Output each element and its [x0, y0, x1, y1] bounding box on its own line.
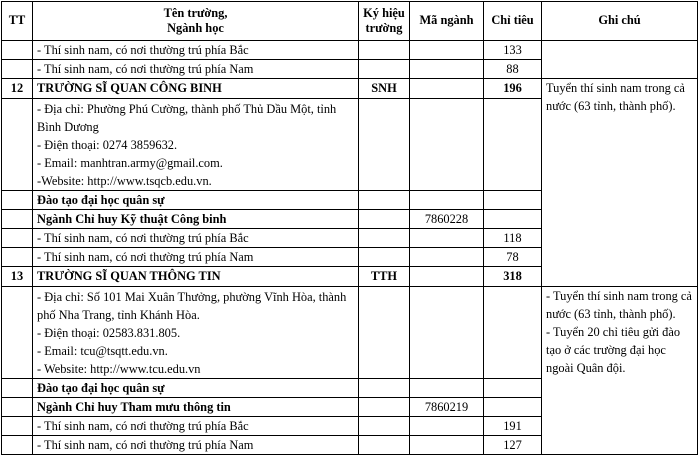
school-note: Tuyển thí sinh nam trong cả nước (63 tỉnh, thành phố).: [542, 79, 698, 287]
school-code: TTH: [359, 267, 410, 287]
col-header-notes: Ghi chú: [542, 2, 698, 41]
row-quota: 191: [484, 417, 542, 436]
school-contact: [33, 287, 359, 379]
school-email: - Email: tcu@tsqtt.edu.vn.: [37, 344, 168, 358]
row-label: - Thí sinh nam, có nơi thường trú phía Bắc: [33, 229, 359, 248]
row-quota: 118: [484, 229, 542, 248]
row-quota: 78: [484, 248, 542, 267]
table-row: [2, 41, 698, 60]
col-header-tt: TT: [2, 2, 33, 41]
school-contact-row: [2, 287, 698, 379]
major-code: 7860219: [410, 398, 484, 417]
row-quota: 88: [484, 60, 542, 79]
school-name: TRƯỜNG SĨ QUAN THÔNG TIN: [33, 267, 359, 287]
row-quota: 127: [484, 436, 542, 455]
school-row: [2, 79, 698, 99]
training-type: Đào tạo đại học quân sự: [33, 191, 359, 210]
school-total-quota: 196: [484, 79, 542, 99]
school-address: - Địa chỉ: Phường Phú Cường, thành phố Thủ Dầu Một, tỉnh Bình Dương: [37, 102, 337, 134]
col-header-quota: Chỉ tiêu: [484, 2, 542, 41]
col-header-school: Tên trường, Ngành học: [33, 2, 359, 41]
major-code: 7860228: [410, 210, 484, 229]
admissions-table: [1, 1, 698, 455]
school-phone: - Điện thoại: 0274 3859632.: [37, 138, 178, 152]
school-number: 12: [2, 79, 33, 99]
training-type: Đào tạo đại học quân sự: [33, 379, 359, 398]
major-name: Ngành Chỉ huy Tham mưu thông tin: [33, 398, 359, 417]
row-label: - Thí sinh nam, có nơi thường trú phía Bắc: [33, 41, 359, 60]
school-name: TRƯỜNG SĨ QUAN CÔNG BINH: [33, 79, 359, 99]
col-header-code: Ký hiệu trường: [359, 2, 410, 41]
header-row: [2, 2, 698, 41]
col-header-major-code: Mã ngành: [410, 2, 484, 41]
major-name: Ngành Chỉ huy Kỹ thuật Công binh: [33, 210, 359, 229]
school-note: - Tuyển thí sinh nam trong cả nước (63 tỉnh, thành phố). - Tuyển 20 chỉ tiêu gửi đào tạo ở các trường đại học ngoài Quân đội.: [542, 287, 698, 455]
school-number: 13: [2, 267, 33, 287]
row-label: - Thí sinh nam, có nơi thường trú phía Nam: [33, 60, 359, 79]
school-email: - Email: manhtran.army@gmail.com.: [37, 156, 223, 170]
row-label: - Thí sinh nam, có nơi thường trú phía Nam: [33, 436, 359, 455]
school-website: -Website: http://www.tsqcb.edu.vn.: [37, 174, 212, 188]
row-label: - Thí sinh nam, có nơi thường trú phía Bắc: [33, 417, 359, 436]
school-website: - Website: http://www.tcu.edu.vn: [37, 362, 201, 376]
school-phone: - Điện thoại: 02583.831.805.: [37, 326, 181, 340]
row-quota: 133: [484, 41, 542, 60]
school-contact: [33, 99, 359, 191]
row-label: - Thí sinh nam, có nơi thường trú phía Nam: [33, 248, 359, 267]
school-code: SNH: [359, 79, 410, 99]
school-total-quota: 318: [484, 267, 542, 287]
school-address: - Địa chỉ: Số 101 Mai Xuân Thưởng, phường Vĩnh Hòa, thành phố Nha Trang, tỉnh Khánh Hòa.: [37, 290, 347, 322]
